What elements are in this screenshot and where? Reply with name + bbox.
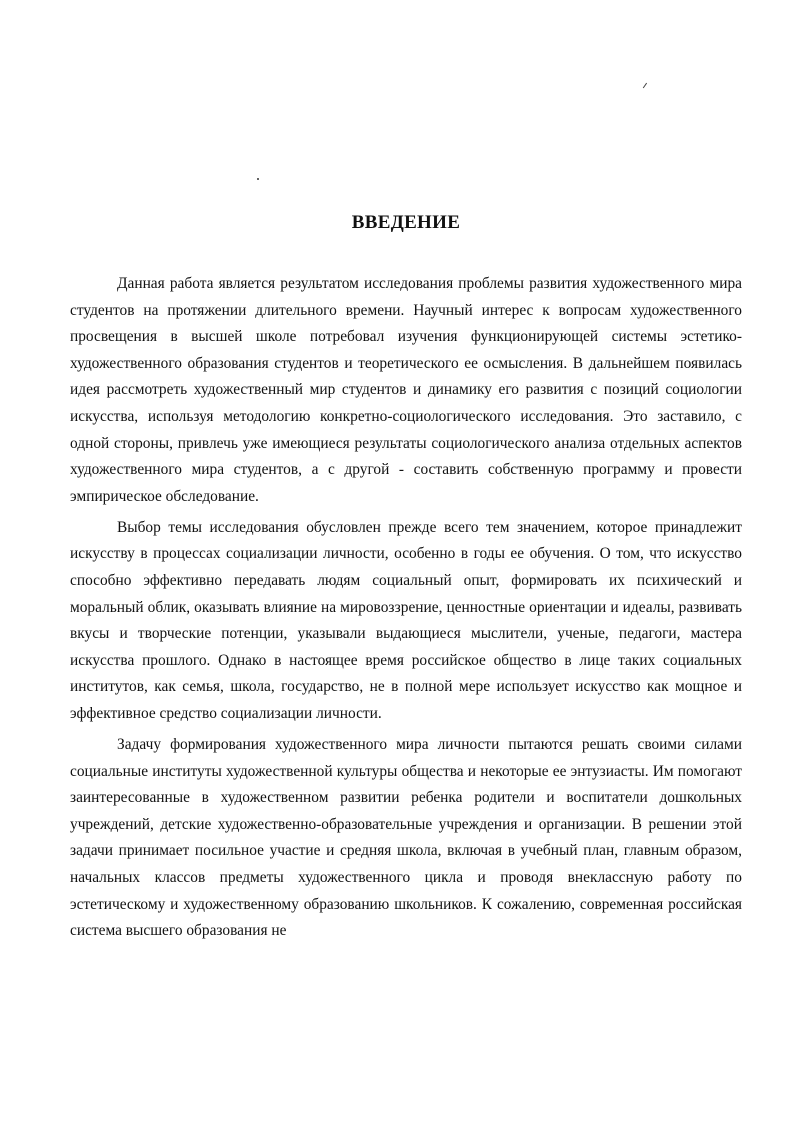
- paragraph: Данная работа является результатом исследования проблемы развития художественного мира студентов на протяжении длительного времени. Научный интерес к вопросам художественного просвещения в высшей школе потребовал изучения функционирующей системы эстетико-художественного образования студентов и теоретического ее осмысления. В дальнейшем появилась идея рассмотреть художественный мир студентов и динамику его развития с позиций социологии искусства, используя методологию конкретно-социологического исследования. Это заставило, с одной стороны, привлечь уже имеющиеся результаты социологического анализа отдельных аспектов художественного мира студентов, а с другой - составить собственную программу и провести эмпирическое обследование.: [70, 275, 742, 505]
- paragraph: Задачу формирования художественного мира личности пытаются решать своими силами социальные институты художественной культуры общества и некоторые ее энтузиасты. Им помогают заинтересованные в художественном развитии ребенка родители и воспитатели дошкольных учреждений, детские художественно-образовательные учреждения и организации. В решении этой задачи принимает посильное участие и средняя школа, включая в учебный план, главным образом, начальных классов предметы художественного цикла и проводя внеклассную работу по эстетическому и художественному образованию школьников. К сожалению, современная российская система высшего образования не: [70, 736, 742, 940]
- page-title: ВВЕДЕНИЕ: [351, 212, 461, 233]
- paragraph: Выбор темы исследования обусловлен прежде всего тем значением, которое принадлежит искусству в процессах социализации личности, особенно в годы ее обучения. О том, что искусство способно эффективно передавать людям социальный опыт, формировать их психический и моральный облик, оказывать влияние на мировоззрение, ценностные ориентации и идеалы, развивать вкусы и творческие потенции, указывали выдающиеся мыслители, ученые, педагоги, мастера искусства прошлого. Однако в настоящее время российское общество в лице таких социальных институтов, как семья, школа, государство, не в полной мере использует искусство как мощное и эффективное средство социализации личности.: [70, 518, 742, 722]
- scan-speck: [257, 178, 259, 180]
- document-body: [70, 271, 742, 949]
- scan-mark: [643, 83, 647, 89]
